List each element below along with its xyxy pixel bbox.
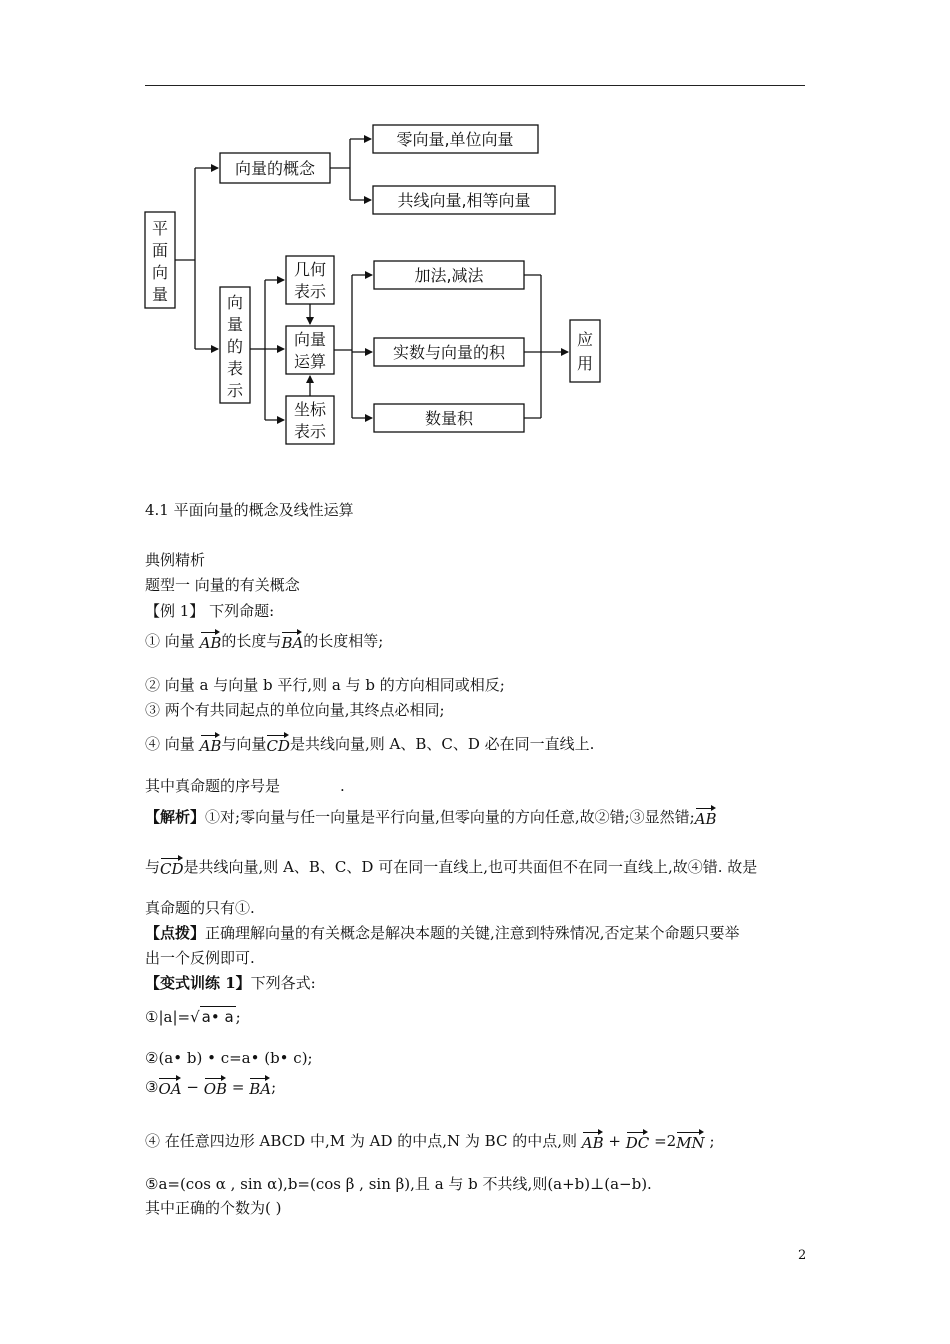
operations-line-2: 运算 <box>293 352 327 371</box>
e1-text-b: ; <box>235 1008 241 1026</box>
vector-concept-diagram <box>0 0 950 460</box>
analysis-text-2b: 是共线向量,则 A、B、C、D 可在同一直线上,也可共面但不在同一直线上,故④错. 故是 <box>183 858 758 876</box>
vector-mn: MN <box>676 1130 704 1150</box>
tip-line-1 <box>145 923 740 943</box>
root-char-2: 面 <box>151 241 169 260</box>
coordinate-line-1: 坐标 <box>293 400 327 419</box>
exercise-item-2: ②(a• b) • c=a• (b• c); <box>145 1049 313 1067</box>
exercise-heading <box>145 973 316 993</box>
op-item-2: 实数与向量的积 <box>392 343 506 362</box>
p4-text-a: ④ 向量 <box>145 735 195 753</box>
exercise-item-1 <box>145 1006 241 1027</box>
root-char-3: 向 <box>151 263 169 282</box>
concept-label: 向量的概念 <box>234 159 316 178</box>
op-item-1: 加法,减法 <box>414 266 484 285</box>
vector-cd: CD <box>266 733 290 753</box>
root-char-4: 量 <box>151 285 169 304</box>
type-heading: 题型一 向量的有关概念 <box>145 576 300 594</box>
analysis-line-1 <box>145 806 717 827</box>
plus-sign: + <box>608 1132 621 1150</box>
vector-cd: CD <box>160 856 184 876</box>
vector-ba: BA <box>249 1076 271 1096</box>
p1-text-c: 的长度相等; <box>303 632 384 650</box>
page-number: 2 <box>798 1248 807 1263</box>
section-title: 4.1 平面向量的概念及线性运算 <box>145 501 354 519</box>
coordinate-line-2: 表示 <box>293 422 327 441</box>
operations-line-1: 向量 <box>293 330 327 349</box>
analysis-line-2 <box>145 856 757 877</box>
exercise-intro: 下列各式: <box>250 974 316 992</box>
example1-intro: 下列命题: <box>209 602 275 620</box>
tip-line-2: 出一个反例即可. <box>145 949 255 967</box>
proposition-3: ③ 两个有共同起点的单位向量,其终点必相同; <box>145 701 445 719</box>
analysis-line-3: 真命题的只有①. <box>145 899 255 917</box>
sqrt-expression: √ a• a <box>190 1008 234 1026</box>
question-end: . <box>340 777 345 795</box>
exercise-item-5: ⑤a=(cos α , sin α),b=(cos β , sin β),且 a 与 b 不共线,则(a+b)⊥(a−b). <box>145 1175 652 1193</box>
proposition-4 <box>145 733 594 754</box>
tip-text-1: 正确理解向量的有关概念是解决本题的关键,注意到特殊情况,否定某个命题只要举 <box>205 924 740 942</box>
analysis-text-2a: 与 <box>145 858 161 876</box>
exercise-label: 【变式训练 1】 <box>145 974 251 992</box>
analysis-text-1: ①对;零向量与任一向量是平行向量,但零向量的方向任意,故②错;③显然错; <box>205 808 695 826</box>
vector-ab: AB <box>200 630 222 650</box>
vector-dc: DC <box>626 1130 650 1150</box>
e3-text-b: ; <box>271 1078 277 1096</box>
vector-ab: AB <box>695 806 717 826</box>
representation-char-1: 向 <box>226 293 244 312</box>
vector-ba: BA <box>281 630 303 650</box>
example1-label: 【例 1】 <box>145 602 205 620</box>
equals-two: =2 <box>654 1132 677 1150</box>
vector-ab: AB <box>200 733 222 753</box>
example-heading: 典例精析 <box>145 551 206 569</box>
p4-text-c: 是共线向量,则 A、B、C、D 必在同一直线上. <box>289 735 595 753</box>
e3-text-a: ③ <box>145 1078 159 1096</box>
proposition-1 <box>145 630 383 651</box>
geometric-line-2: 表示 <box>293 282 327 301</box>
vector-ob: OB <box>204 1076 227 1096</box>
e4-text-a: ④ 在任意四边形 ABCD 中,M 为 AD 的中点,N 为 BC 的中点,则 <box>145 1132 577 1150</box>
minus-sign: − <box>186 1078 199 1096</box>
exercise-item-3 <box>145 1076 276 1097</box>
p1-text-b: 的长度与 <box>221 632 282 650</box>
p4-text-b: 与向量 <box>221 735 267 753</box>
root-char-1: 平 <box>151 219 169 238</box>
tip-label: 【点拨】 <box>145 924 206 942</box>
representation-char-2: 量 <box>226 315 244 334</box>
vector-oa: OA <box>158 1076 181 1096</box>
example1-heading <box>145 601 274 621</box>
analysis-label: 【解析】 <box>145 808 206 826</box>
concept-item-1: 零向量,单位向量 <box>396 130 514 149</box>
op-item-3: 数量积 <box>424 409 474 428</box>
geometric-line-1: 几何 <box>293 260 327 279</box>
example1-question <box>145 776 345 796</box>
e4-text-b: ; <box>709 1132 715 1150</box>
proposition-2: ② 向量 a 与向量 b 平行,则 a 与 b 的方向相同或相反; <box>145 676 505 694</box>
application-char-1: 应 <box>576 330 594 349</box>
concept-item-2: 共线向量,相等向量 <box>397 191 531 210</box>
application-char-2: 用 <box>576 354 594 373</box>
exercise-question: 其中正确的个数为( ) <box>145 1199 282 1217</box>
exercise-item-4 <box>145 1130 715 1151</box>
e1-text-a: ①|a|= <box>145 1008 191 1026</box>
question-text: 其中真命题的序号是 <box>145 777 281 795</box>
p1-text-a: ① 向量 <box>145 632 195 650</box>
equals-sign: = <box>231 1078 245 1096</box>
radicand: a• a <box>201 1008 234 1026</box>
representation-char-3: 的 <box>226 337 244 356</box>
representation-char-5: 示 <box>226 381 244 400</box>
representation-char-4: 表 <box>226 359 244 378</box>
vector-ab: AB <box>582 1130 604 1150</box>
